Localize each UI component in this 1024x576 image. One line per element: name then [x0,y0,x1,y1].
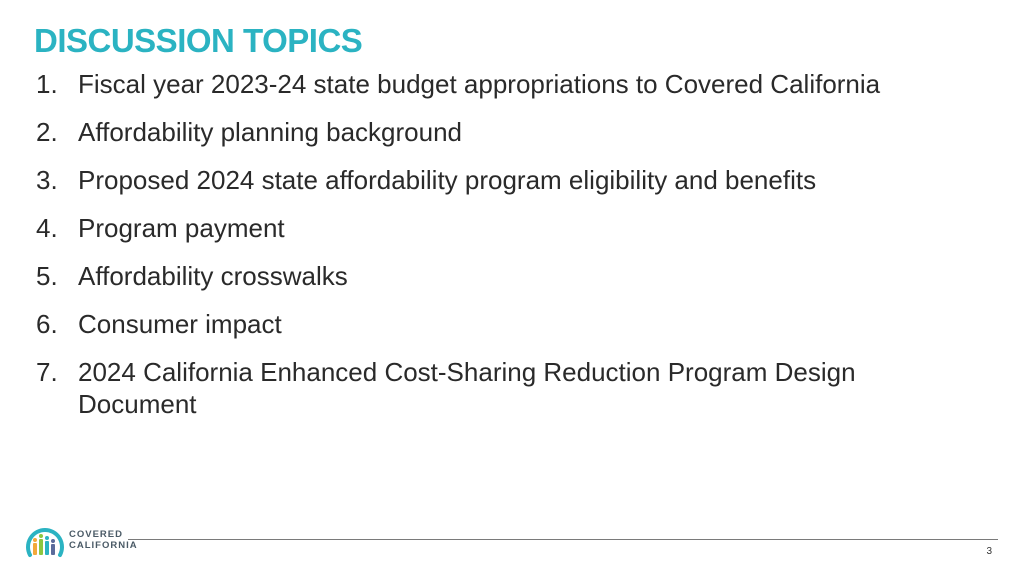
topic-item [36,308,976,340]
topic-text: Fiscal year 2023-24 state budget appropriations to Covered California [78,69,881,99]
topic-list [36,68,976,436]
logo-wordmark [69,529,138,551]
topic-number: 1. [36,69,58,99]
topic-number: 5. [36,261,58,291]
topic-item [36,116,976,148]
topic-text: Proposed 2024 state affordability program eligibility and benefits [78,165,817,195]
logo-line-2: CALIFORNIA [69,540,138,551]
slide-title: DISCUSSION TOPICS [34,22,363,59]
topic-item [36,356,976,420]
logo-line-1: COVERED [69,529,123,540]
page-number: 3 [986,546,992,557]
footer-divider [128,539,998,540]
topic-number: 2. [36,117,58,147]
topic-item [36,260,976,292]
topic-text: Program payment [78,213,285,243]
topic-text: Consumer impact [78,309,282,339]
topic-text: Affordability planning background [78,117,463,147]
topic-number: 7. [36,357,58,387]
topic-number: 3. [36,165,58,195]
topic-item [36,212,976,244]
covered-california-logo [22,519,138,563]
topic-number: 4. [36,213,58,243]
topic-text: Affordability crosswalks [78,261,348,291]
logo-mark-icon [22,519,68,563]
topic-item [36,164,976,196]
topic-text: 2024 California Enhanced Cost-Sharing Reduction Program Design Document [78,357,856,419]
topic-number: 6. [36,309,58,339]
topic-item [36,68,976,100]
